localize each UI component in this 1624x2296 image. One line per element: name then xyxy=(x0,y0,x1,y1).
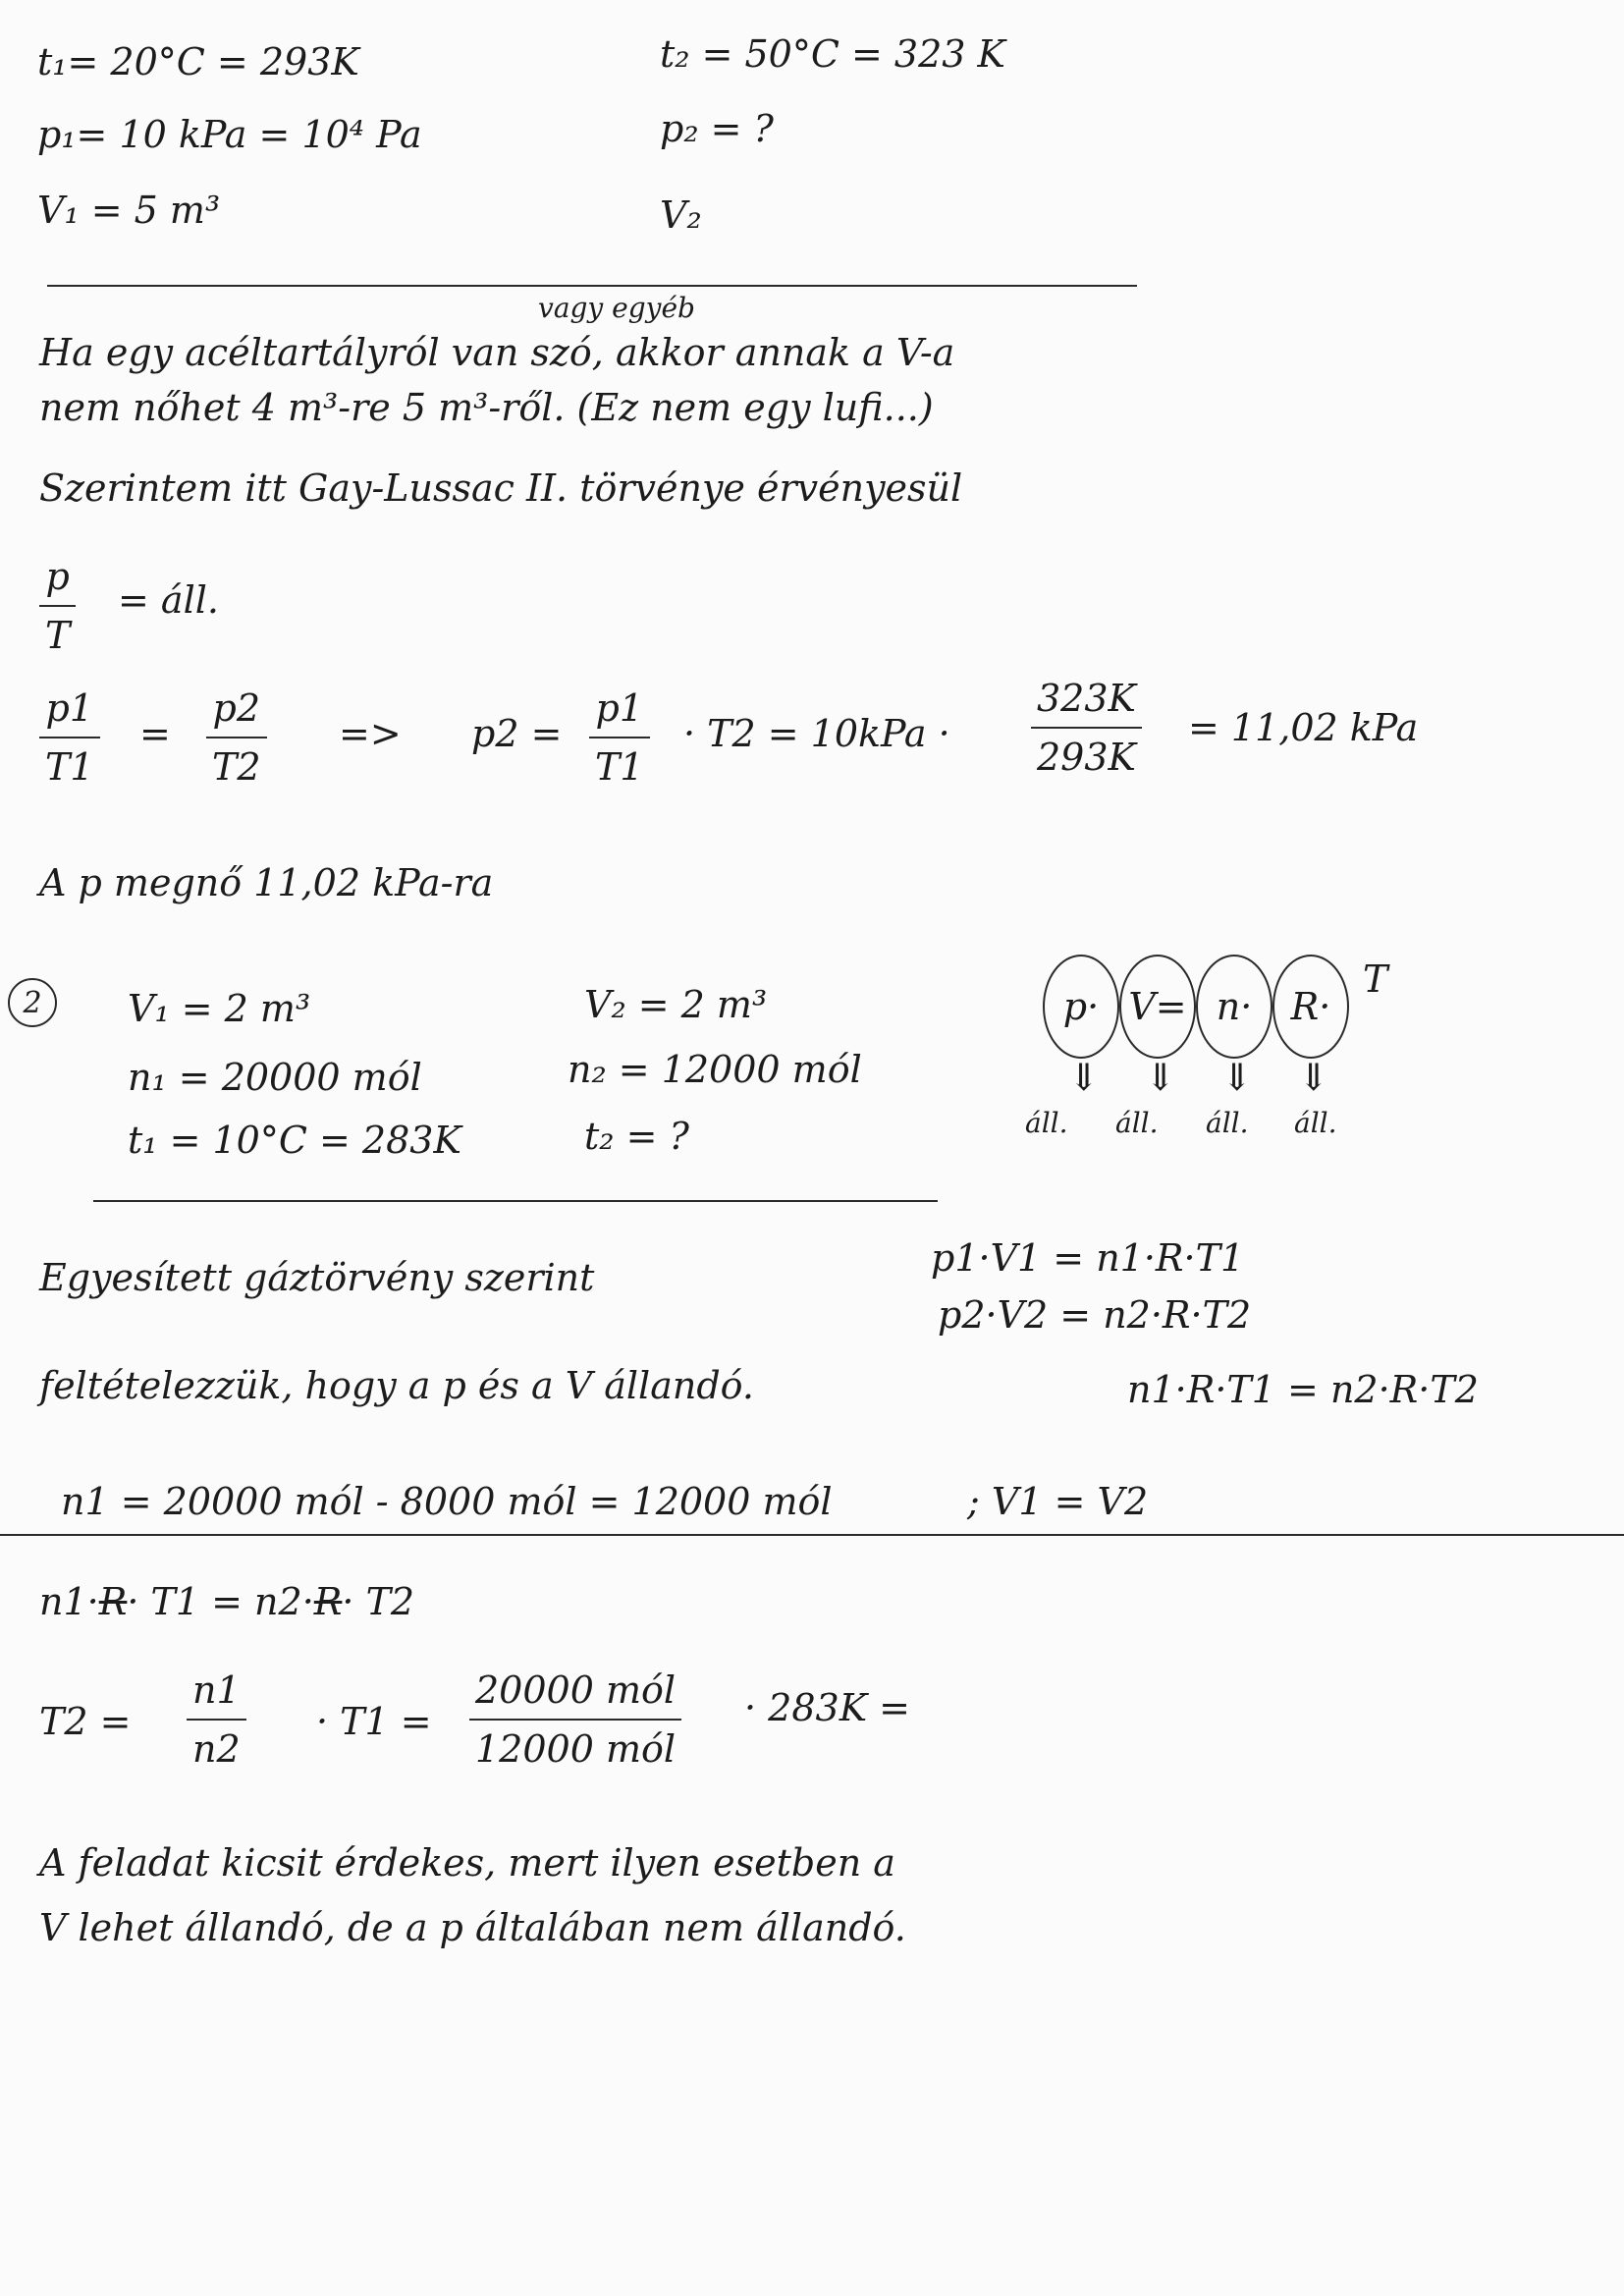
p2-given-v1: V₁ = 2 m³ xyxy=(128,987,311,1030)
cancel-r2: R xyxy=(313,1580,343,1623)
eq-t1: T1 xyxy=(595,744,644,789)
final-line-2: V lehet állandó, de a p általában nem állandó. xyxy=(39,1906,906,1949)
eq-p2: p2 = xyxy=(471,712,563,755)
cancel-r1: R xyxy=(98,1580,128,1623)
ratio-den: T xyxy=(45,613,71,657)
separator-line-1 xyxy=(47,285,1137,287)
gas-eq-2: p2·V2 = n2·R·T2 xyxy=(938,1293,1252,1337)
eq-right-num: p2 xyxy=(212,686,261,730)
law-statement: Szerintem itt Gay-Lussac II. törvénye érvényesül xyxy=(39,466,963,510)
p2-given-v2: V₂ = 2 m³ xyxy=(584,983,768,1026)
p2-given-t2: t₂ = ? xyxy=(584,1115,689,1158)
given-p2: p₂ = ? xyxy=(660,107,774,150)
t2-20000: 20000 mól xyxy=(475,1668,677,1712)
diagram-arrow-4: ⇓ xyxy=(1298,1056,1329,1099)
eq-values-fraction xyxy=(1031,678,1142,779)
conclusion-1: A p megnő 11,02 kPa-ra xyxy=(39,861,494,904)
eq-left-den: T1 xyxy=(45,744,94,789)
t2-n-fraction xyxy=(187,1669,246,1771)
cancel-a: n1· xyxy=(39,1580,99,1623)
given-t2: t₂ = 50°C = 323 K xyxy=(660,32,1005,76)
t2-lhs: T2 = xyxy=(39,1700,132,1743)
diagram-label-1: áll. xyxy=(1025,1107,1068,1139)
eq-result: = 11,02 kPa xyxy=(1188,706,1419,749)
note-insert: vagy egyéb xyxy=(538,292,695,324)
eq-p1-t1-fraction xyxy=(589,687,650,789)
gas-eq-1: p1·V1 = n1·R·T1 xyxy=(931,1236,1245,1280)
diagram-circle-r: R· xyxy=(1272,955,1349,1059)
diagram-circle-n: n· xyxy=(1196,955,1272,1059)
separator-line-2 xyxy=(93,1200,938,1202)
diagram-arrow-3: ⇓ xyxy=(1221,1056,1253,1099)
final-line-1: A feladat kicsit érdekes, mert ilyen esetben a xyxy=(39,1841,895,1885)
separator-line-3 xyxy=(0,1534,1624,1536)
eq-left-num: p1 xyxy=(45,686,94,730)
cancel-c: · T2 xyxy=(342,1580,415,1623)
p2-given-n1: n₁ = 20000 mól xyxy=(128,1056,422,1099)
eq-323k: 323K xyxy=(1037,677,1136,720)
diagram-label-2: áll. xyxy=(1115,1107,1159,1139)
given-p1: p₁= 10 kPa = 10⁴ Pa xyxy=(37,113,422,156)
given-t1: t₁= 20°C = 293K xyxy=(37,40,359,83)
eq-left-fraction xyxy=(39,687,100,789)
diagram-label-4: áll. xyxy=(1294,1107,1337,1139)
diagram-label-3: áll. xyxy=(1206,1107,1249,1139)
diagram-t: T xyxy=(1363,957,1388,1001)
diagram-circle-v: V= xyxy=(1119,955,1196,1059)
t2-n1: n1 xyxy=(192,1668,241,1712)
t2-mid: · T1 = xyxy=(316,1700,432,1743)
problem-2-number: 2 xyxy=(8,978,57,1027)
given-v1: V₁ = 5 m³ xyxy=(37,189,221,232)
assume-eq: n1·R·T1 = n2·R·T2 xyxy=(1127,1368,1479,1411)
ratio-rhs: = áll. xyxy=(118,578,219,622)
cancel-b: · T1 = n2· xyxy=(127,1580,314,1623)
eq-equals: = xyxy=(139,712,171,755)
p2-given-t1: t₁ = 10°C = 283K xyxy=(128,1119,461,1162)
diagram-arrow-1: ⇓ xyxy=(1068,1056,1100,1099)
note-line-2: nem nőhet 4 m³-re 5 m³-ről. (Ez nem egy lufi...) xyxy=(39,386,934,429)
eq-right-den: T2 xyxy=(212,744,261,789)
cancel-line xyxy=(39,1580,415,1623)
t2-tail: · 283K = xyxy=(744,1686,910,1729)
ratio-num: p xyxy=(45,555,70,598)
v-equality: ; V1 = V2 xyxy=(967,1480,1149,1523)
t2-values-fraction xyxy=(469,1669,681,1771)
n-calc: n1 = 20000 mól - 8000 mól = 12000 mól xyxy=(61,1480,833,1523)
p2-given-n2: n₂ = 12000 mól xyxy=(568,1048,862,1091)
gas-law-text: Egyesített gáztörvény szerint xyxy=(39,1256,595,1299)
eq-293k: 293K xyxy=(1037,735,1136,779)
diagram-arrow-2: ⇓ xyxy=(1145,1056,1176,1099)
t2-12000: 12000 mól xyxy=(475,1726,677,1771)
eq-times-t2: · T2 = 10kPa · xyxy=(683,712,950,755)
note-line-1: Ha egy acéltartályról van szó, akkor annak a V-a xyxy=(39,331,955,374)
t2-n2: n2 xyxy=(192,1726,241,1771)
given-v2: V₂ xyxy=(660,193,702,237)
eq-arrow: => xyxy=(339,712,402,755)
ratio-fraction xyxy=(39,556,76,657)
assume-text: feltételezzük, hogy a p és a V állandó. xyxy=(39,1364,754,1407)
eq-p1: p1 xyxy=(595,686,644,730)
diagram-circle-p: p· xyxy=(1043,955,1119,1059)
eq-right-fraction xyxy=(206,687,267,789)
